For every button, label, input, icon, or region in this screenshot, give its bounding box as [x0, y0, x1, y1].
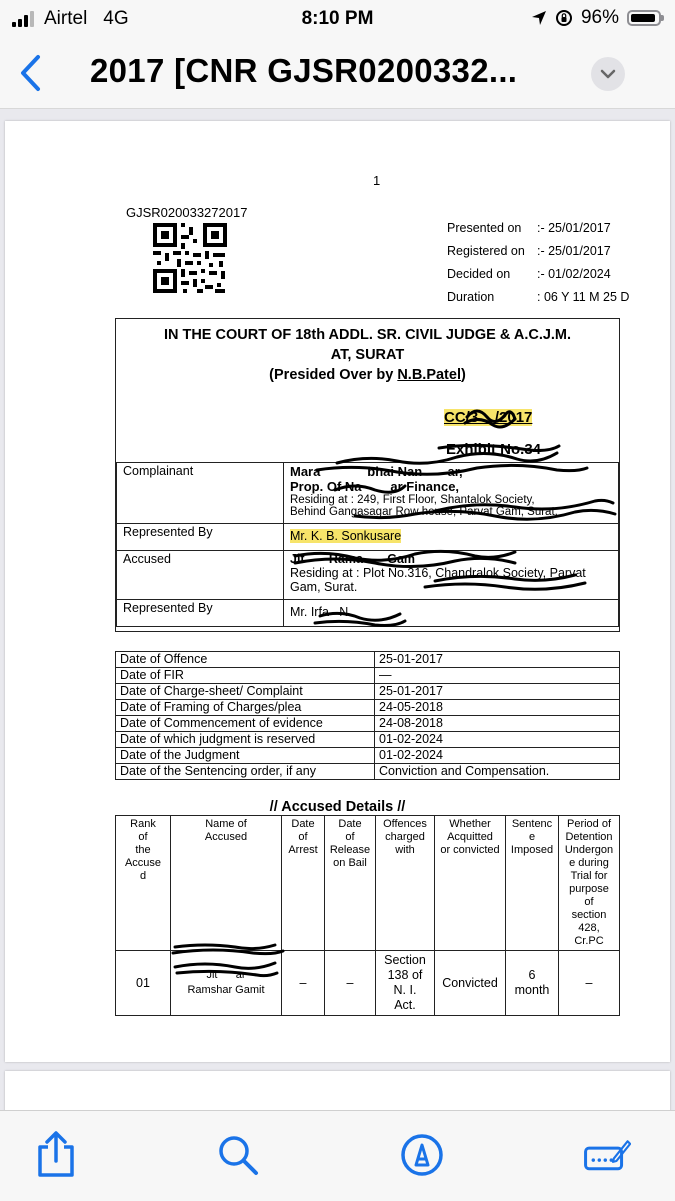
cnr-number: GJSR020033272017 — [126, 205, 248, 220]
court-box — [115, 318, 620, 632]
back-button[interactable] — [10, 50, 50, 96]
share-icon — [34, 1131, 78, 1179]
meta-row: Duration : 06 Y 11 M 25 D — [447, 290, 630, 304]
qr-code — [153, 223, 227, 293]
meta-row: Decided on :- 01/02/2024 — [447, 267, 611, 281]
document-title[interactable]: 2017 [CNR GJSR0200332... — [90, 52, 518, 89]
accused-table — [115, 815, 620, 1016]
title-menu-button[interactable] — [591, 57, 625, 91]
court-heading: IN THE COURT OF 18th ADDL. SR. CIVIL JUDGE & A.C.J.M. AT, SURAT (Presided Over by N.B.Patel) — [163, 327, 572, 383]
party-row: Complainant Mara bhai Nan ar, Prop. Of Na ar Finance, Residing at : 249, First Floor, Shantalok Society, Behind Gangasagar Row house, Parvat Gam, Surat. — [117, 463, 619, 524]
network-type: 4G — [103, 8, 129, 29]
document-viewer[interactable] — [0, 109, 675, 1110]
battery-icon — [627, 10, 661, 26]
status-time: 8:10 PM — [301, 8, 374, 29]
accused-data-row: 01 Jit ar Ramshar Gamit – – Section 138 of N. I. Act. Convicted 6 month – — [116, 951, 620, 1016]
date-row: Date of the Sentencing order, if any Conviction and Compensation. — [116, 764, 620, 780]
exhibit-number: Exhibit No.34 — [446, 441, 542, 458]
carrier-name: Airtel — [44, 8, 88, 29]
chevron-down-icon — [600, 69, 616, 79]
chevron-left-icon — [19, 54, 41, 92]
markup-pen-icon — [400, 1133, 444, 1177]
page-number: 1 — [373, 173, 381, 188]
date-row: Date of the Judgment 01-02-2024 — [116, 748, 620, 764]
date-row: Date of FIR — — [116, 668, 620, 684]
date-row: Date of which judgment is reserved 01-02-2024 — [116, 732, 620, 748]
search-button[interactable] — [214, 1131, 262, 1179]
meta-row: Presented on :- 25/01/2017 — [447, 221, 611, 235]
parties-table — [116, 462, 619, 627]
date-row: Date of Charge-sheet/ Complaint 25-01-2017 — [116, 684, 620, 700]
status-bar — [0, 0, 675, 40]
meta-row: Registered on :- 25/01/2017 — [447, 244, 611, 258]
case-number: CC/3 /2017 — [444, 409, 533, 426]
markup-button[interactable] — [398, 1131, 446, 1179]
sign-button[interactable] — [583, 1131, 631, 1179]
signature-icon — [583, 1133, 631, 1177]
share-button[interactable] — [32, 1131, 80, 1179]
navigation-bar — [0, 40, 675, 109]
complainant-advocate: Mr. K. B. Sonkusare — [290, 529, 402, 543]
search-icon — [216, 1133, 260, 1177]
accused-details-heading: // Accused Details // — [269, 799, 406, 815]
bottom-toolbar — [0, 1110, 675, 1201]
judge-name: N.B.Patel — [397, 367, 461, 383]
pdf-page — [5, 121, 670, 1062]
orientation-lock-icon — [555, 9, 573, 27]
status-right — [531, 7, 661, 29]
location-arrow-icon — [531, 10, 547, 26]
dates-table — [115, 651, 620, 780]
date-row: Date of Commencement of evidence 24-08-2018 — [116, 716, 620, 732]
party-row: Represented By Mr. Irfa N — [117, 600, 619, 627]
battery-percent: 96% — [580, 7, 619, 28]
party-row: Accused Jit Rama Gam Residing at : Plot No.316, Chandralok Society, Parvat Gam, Surat. — [117, 551, 619, 600]
party-row: Represented By Mr. K. B. Sonkusare — [117, 524, 619, 551]
accused-header-row: Rank of the Accuse d Name of Accused Date of Arrest Date of Release on Bail Offences charged with Whether Acquitted or convicted Sentenc e Imposed Period of Detention Undergon e during Trial for purpose of section 428, Cr.PC — [116, 816, 620, 951]
date-row: Date of Framing of Charges/plea 24-05-2018 — [116, 700, 620, 716]
date-row: Date of Offence 25-01-2017 — [116, 652, 620, 668]
case-dates-meta — [447, 217, 629, 309]
